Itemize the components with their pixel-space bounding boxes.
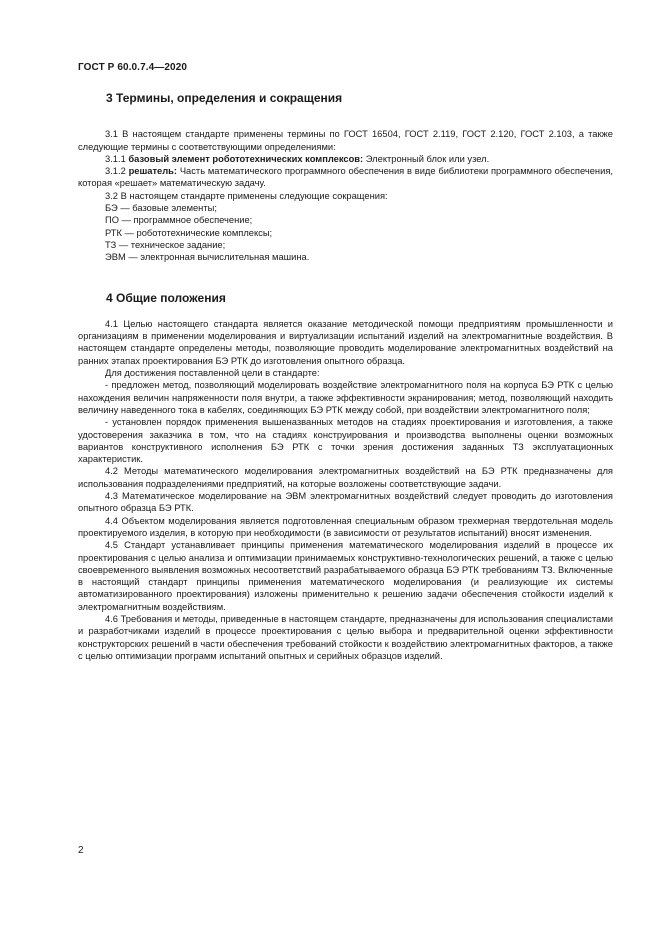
term-3-1-1 <box>78 153 613 165</box>
paragraph-4-1-dash-2: - установлен порядок применения вышеназванных методов на стадиях проектирования и изготовления, а также удостоверения заказчика в том, что на стадиях конструирования и производства выполнены оценки возможных вариантов конструктивного исполнения БЭ РТК с точки зрения достижения заданных ТЗ эксплуатационных характеристик. <box>78 417 613 465</box>
paragraph-4-1-goal: Для достижения поставленной цели в стандарте: <box>105 368 320 379</box>
paragraph-4-4: 4.4 Объектом моделирования является подготовленная специальным образом трехмерная твердотельная модель проектируемого изделия, в которую при необходимости (в зависимости от результатов испытаний) вносят изменения. <box>78 515 613 538</box>
paragraph-4-6: 4.6 Требования и методы, приведенные в настоящем стандарте, предназначены для использования специалистами и разработчиками изделий в процессе проектирования с целью выбора и предварительной оценки эффективности конструкторских решений в части обеспечения требований стойкости к воздействию электромагнитных факторов, а также с целью оптимизации программ испытаний опытных и серийных образцов изделий. <box>78 613 613 661</box>
term-3-1-2-number: 3.1.2 <box>105 166 126 177</box>
abbreviation-item: ТЗ — техническое задание; <box>105 239 226 250</box>
section-4-heading: 4 Общие положения <box>106 290 226 305</box>
page-number: 2 <box>78 845 84 856</box>
paragraph-4-3: 4.3 Математическое моделирование на ЭВМ электромагнитных воздействий следует проводить до изготовления опытного образца БЭ РТК. <box>78 491 613 514</box>
abbreviation-item: РТК — робототехнические комплексы; <box>105 227 273 238</box>
paragraph-3-2: 3.2 В настоящем стандарте применены следующие сокращения: <box>105 190 388 201</box>
document-code-header: ГОСТ Р 60.0.7.4—2020 <box>78 62 188 73</box>
paragraph-4-2: 4.2 Методы математического моделирования электромагнитных воздействий на БЭ РТК предназначены для использования подразделениями предприятий, на которые возложены соответствующие задачи. <box>78 466 613 489</box>
page-content <box>78 92 613 662</box>
term-3-1-1-number: 3.1.1 <box>105 153 126 164</box>
term-3-1-1-term: базовый элемент робототехнических комплексов: <box>128 153 364 164</box>
paragraph-4-1-dash-1: - предложен метод, позволяющий моделировать воздействие электромагнитного поля на корпуса БЭ РТК с целью нахождения величин напряженности поля внутри, а также эффективности экранирования; метод, позволяющий находить величину наведенного тока в кабелях, соединяющих БЭ РТК между собой, при воздействии электромагнитного поля; <box>78 380 613 415</box>
abbreviation-item: БЭ — базовые элементы; <box>105 203 217 214</box>
term-3-1-1-definition: Электронный блок или узел. <box>365 153 490 164</box>
paragraph-4-5: 4.5 Стандарт устанавливает принципы применения математического моделирования изделий в процессе их проектирования с целью анализа и оптимизации принимаемых конструктивно-технологических решений, а также с целью своевременного выявления возможных несоответствий разрабатываемого образца БЭ РТК требованиям ТЗ. Включенные в настоящий стандарт принципы применения математического моделирования (и реализующие их системы автоматизированного проектирования) изложены применительно к решению задачи обеспечения стойкости изделий к электромагнитным воздействиям. <box>78 540 613 612</box>
abbreviation-item: ЭВМ — электронная вычислительная машина. <box>105 252 310 263</box>
paragraph-3-1: 3.1 В настоящем стандарте применены термины по ГОСТ 16504, ГОСТ 2.119, ГОСТ 2.120, ГОСТ 2.103, а также следующие термины с соответствующими определениями: <box>78 129 613 152</box>
section-3-heading: 3 Термины, определения и сокращения <box>106 91 343 105</box>
term-3-1-2 <box>78 165 613 190</box>
term-3-1-2-term: решатель: <box>128 166 178 177</box>
abbreviation-item: ПО — программное обеспечение; <box>105 215 253 226</box>
term-3-1-2-definition: Часть математического программного обеспечения в виде библиотеки программного обеспечения, которая «решает» математическую задачу. <box>78 166 613 189</box>
paragraph-4-1: 4.1 Целью настоящего стандарта является оказание методической помощи предприятиям промышленности и организациям в применении моделирования и виртуализации испытаний изделий на электромагнитные воздействия. В настоящем стандарте определены методы, позволяющие проводить моделирование электромагнитных воздействий на ранних этапах проектирования БЭ РТК до изготовления опытного образца. <box>78 318 613 366</box>
